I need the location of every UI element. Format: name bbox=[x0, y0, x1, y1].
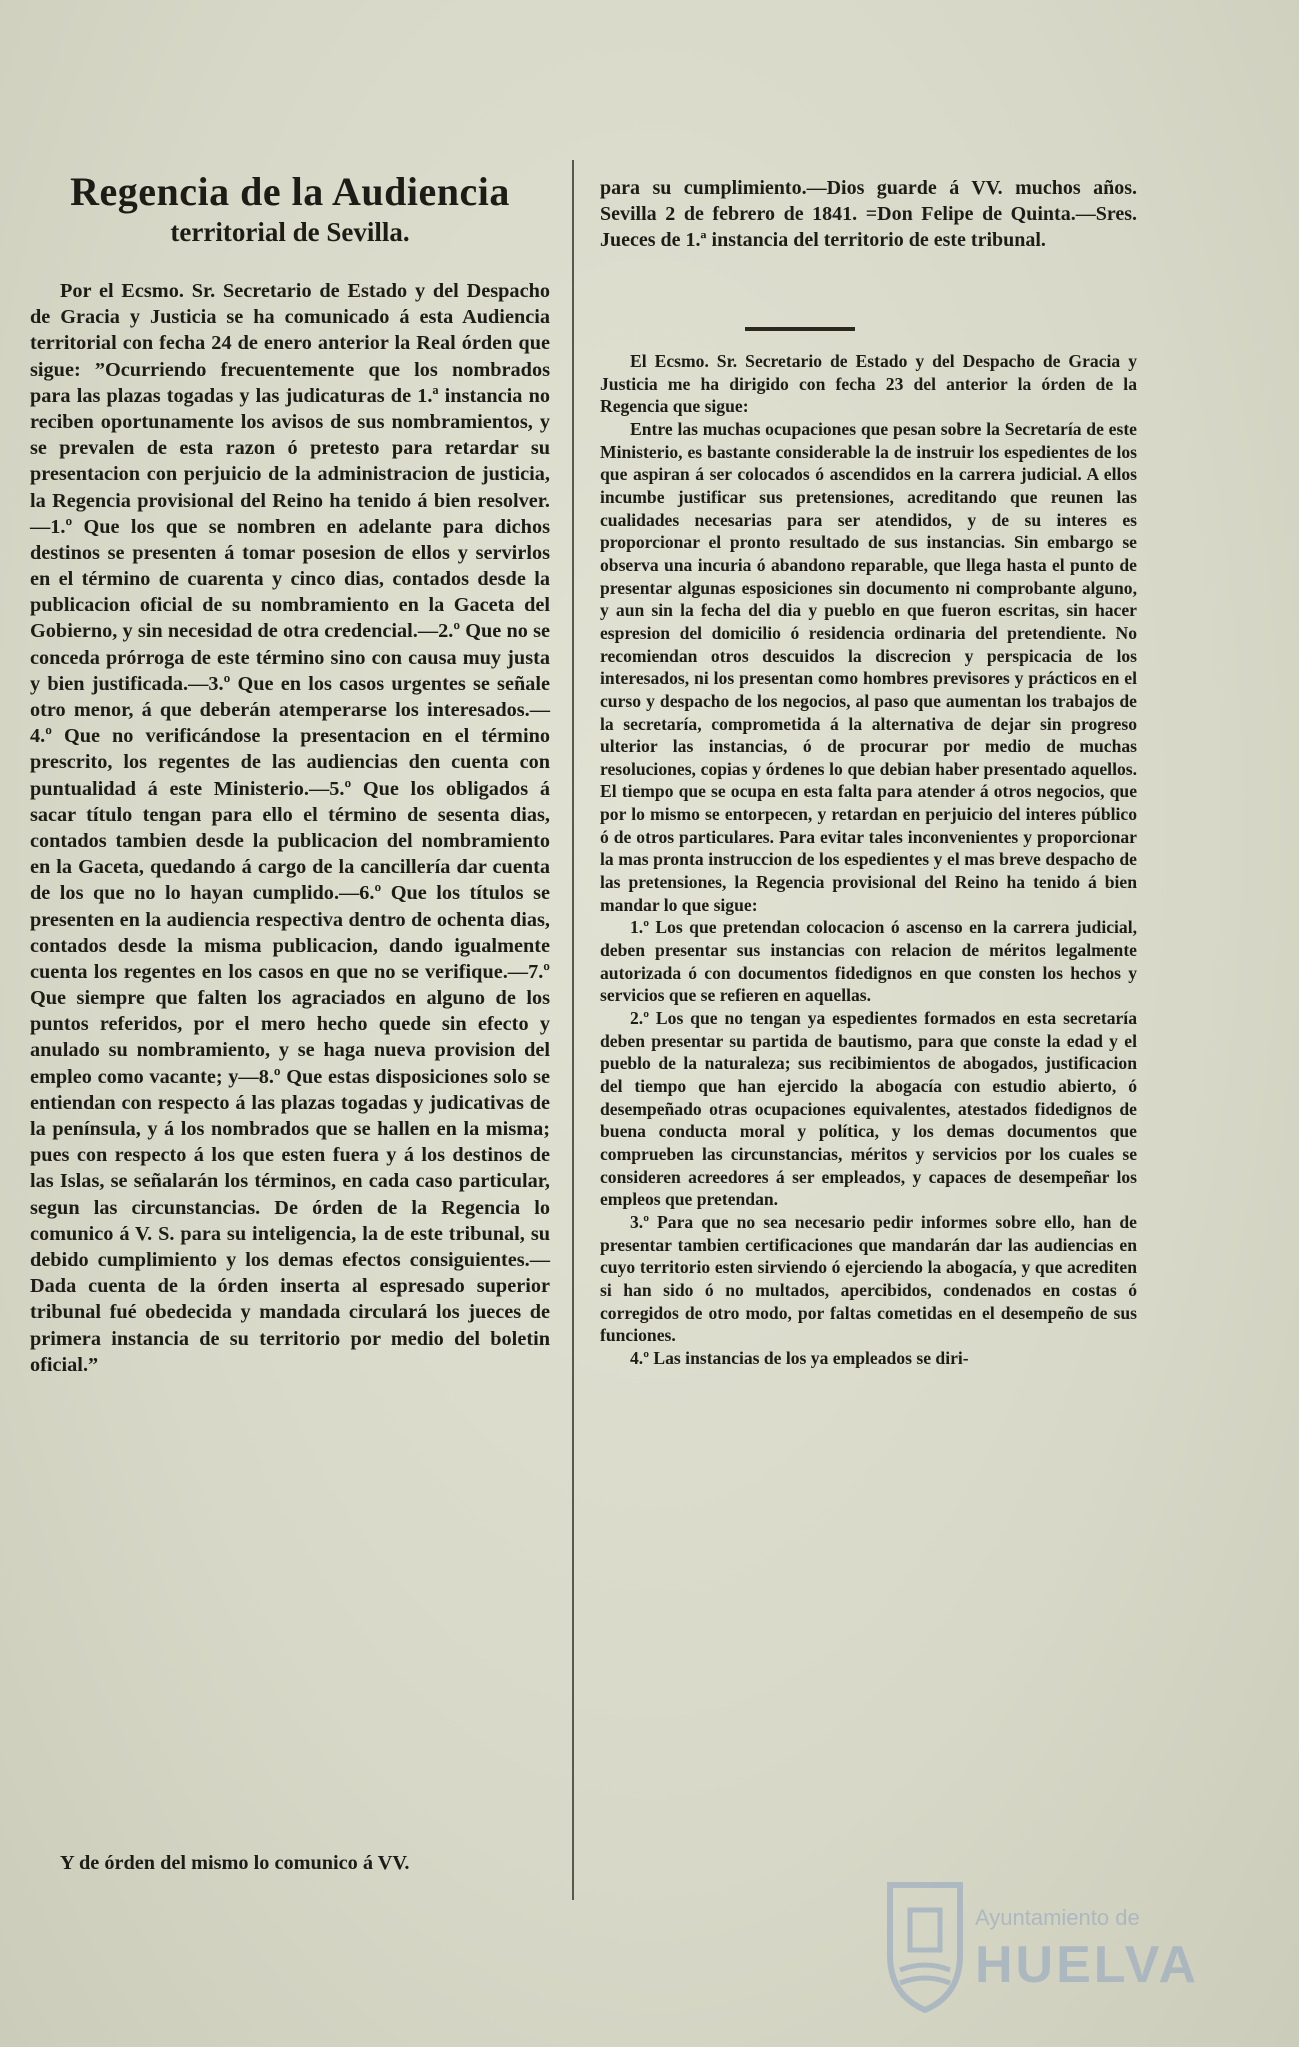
ayuntamiento-huelva-watermark bbox=[880, 1865, 1210, 2025]
article-title: Regencia de la Audiencia bbox=[70, 169, 510, 214]
left-body-text bbox=[30, 278, 550, 1378]
right-intro: El Ecsmo. Sr. Secretario de Estado y del Despacho de Gracia y Justicia me ha dirigido con fecha 23 del anterior la órden de la Regencia que sigue: bbox=[600, 351, 1137, 417]
right-paragraph-2: 1.º Los que pretendan colocacion ó ascenso en la carrera judicial, deben presentar sus instancias con relacion de méritos legalmente autorizada ó con documentos fidedignos en que consten los hechos y servicios que se refieren en aquellas. bbox=[600, 917, 1137, 1006]
right-body-text bbox=[600, 350, 1137, 1370]
right-paragraph-5: 4.º Las instancias de los ya empleados se diri- bbox=[630, 1347, 969, 1368]
right-continuation bbox=[600, 175, 1137, 253]
right-paragraph-3: 2.º Los que no tengan ya espedientes formados en esta secretaría deben presentar su partida de bautismo, para que conste la edad y el pueblo de la naturaleza; sus recibimientos de abogados, justificacion del tiempo que han ejercido la abogacía con estudio abierto, ó desempeñado otras ocupaciones equivalentes, atestados fidedignos de buena conducta moral y política, y los demas documentos que comprueben las circunstancias, méritos y servicios por los cuales se consideren acreedores á ser empleados, y capaces de desempeñar los empleos que pretendan. bbox=[600, 1008, 1137, 1210]
article-subtitle: territorial de Sevilla. bbox=[170, 217, 410, 247]
section-separator-rule bbox=[745, 327, 855, 331]
closing-line: Y de órden del mismo lo comunico á VV. bbox=[60, 1852, 410, 1874]
watermark-line-2: HUELVA bbox=[975, 1936, 1200, 1994]
column-divider bbox=[572, 160, 574, 1900]
watermark-line-1: Ayuntamiento de bbox=[975, 1905, 1140, 1930]
left-closing-text bbox=[30, 1850, 550, 1876]
left-paragraph: Por el Ecsmo. Sr. Secretario de Estado y del Despacho de Gracia y Justicia se ha comunicado á esta Audiencia territorial con fecha 24 de enero anterior la Real órden que sigue: ”Ocurriendo frecuentemente que los nombrados para las plazas togadas y las judicaturas de 1.ª instancia no reciben oportunamente los avisos de sus nombramientos, y se prevalen de esta razon ó pretesto para retardar su presentacion con perjuicio de la administracion de justicia, la Regencia provisional del Reino ha tenido á bien resolver.—1.º Que los que se nombren en adelante para dichos destinos se presenten á tomar posesion de ellos y servirlos en el término de cuarenta y cinco dias, contados desde la publicacion oficial de su nombramiento en la Gaceta del Gobierno, y sin necesidad de otra credencial.—2.º Que no se conceda prórroga de este término sino con causa muy justa y bien justificada.—3.º Que en los casos urgentes se señale otro menor, á que deberán atemperarse los interesados.—4.º Que no verificándose la presentacion en el término prescrito, los regentes de las audiencias den cuenta con puntualidad á este Ministerio.—5.º Que los obligados á sacar título tengan para ello el término de sesenta dias, contados tambien desde la publicacion del nombramiento en la Gaceta, quedando á cargo de la cancillería dar cuenta de los que no lo hayan cumplido.—6.º Que los títulos se presenten en la audiencia respectiva dentro de ochenta dias, contados desde la misma publicacion, dando igualmente cuenta los regentes en los casos en que no se verifique.—7.º Que siempre que falten los agraciados en alguno de los puntos referidos, por el mero hecho quede sin efecto y anulado su nombramiento, y se haga nueva provision del empleo como vacante; y—8.º Que estas disposiciones solo se entiendan con respecto á las plazas togadas y judicativas de la península, y á los nombrados que se hallen en la misma; pues con respecto á los que esten fuera y á los destinos de las Islas, se señalarán los términos, en cada caso particular, segun las circunstancias. De órden de la Regencia lo comunico á V. S. para su inteligencia, la de este tribunal, su debido cumplimiento y los demas efectos consiguientes.—Dada cuenta de la órden inserta al espresado superior tribunal fué obedecida y mandada circulará los jueces de primera instancia de su territorio por medio del boletin oficial.” bbox=[30, 280, 550, 1376]
continuation-text: para su cumplimiento.—Dios guarde á VV. muchos años. Sevilla 2 de febrero de 1841. =Don Felipe de Quinta.—Sres. Jueces de 1.ª instancia del territorio de este tribunal. bbox=[600, 177, 1137, 251]
coat-of-arms-icon bbox=[880, 1865, 970, 2015]
right-paragraph-4: 3.º Para que no sea necesario pedir informes sobre ello, han de presentar tambien certificaciones que mandarán dar las audiencias en cuyo territorio esten sirviendo ó ejerciendo la abogacía, y que acrediten si han sido ó no multados, apercibidos, condenados en costas ó corregidos de otro modo, por faltas cometidas en el desempeño de sus funciones. bbox=[600, 1211, 1137, 1346]
right-paragraph-1: Entre las muchas ocupaciones que pesan sobre la Secretaría de este Ministerio, es bastante considerable la de instruir los espedientes de los que aspiran á ser colocados ó ascendidos en la carrera judicial. A ellos incumbe justificar sus pretensiones, acreditando que reunen las cualidades necesarias para ser atendidos, y de su interes es proporcionar el pronto resultado de sus instancias. Sin embargo se observa una incuria ó abandono reparable, que llega hasta el punto de presentar algunas esposiciones sin documento ni comprobante alguno, y aun sin la fecha del dia y pueblo en que fueron escritas, sin hacer espresion del domicilio ó residencia ordinaria del pretendiente. No recomiendan otros descuidos la discrecion y perspicacia de los interesados, ni los presentan como hombres previsores y prácticos en el curso y despacho de los negocios, al paso que aumentan los trabajos de la secretaría, comprometida á la alternativa de dejar sin progreso ulterior las instancias, ó de procurar por medio de muchas resoluciones, copias y órdenes lo que debian haber presentado aquellos. El tiempo que se ocupa en esta falta para atender á otros negocios, que por lo mismo se entorpecen, y retardan en perjuicio del interes público ó de otros particulares. Para evitar tales inconvenientes y proporcionar la mas pronta instruccion de los espedientes y el mas breve despacho de las pretensiones, la Regencia provisional del Reino ha tenido á bien mandar lo que sigue: bbox=[600, 418, 1137, 915]
